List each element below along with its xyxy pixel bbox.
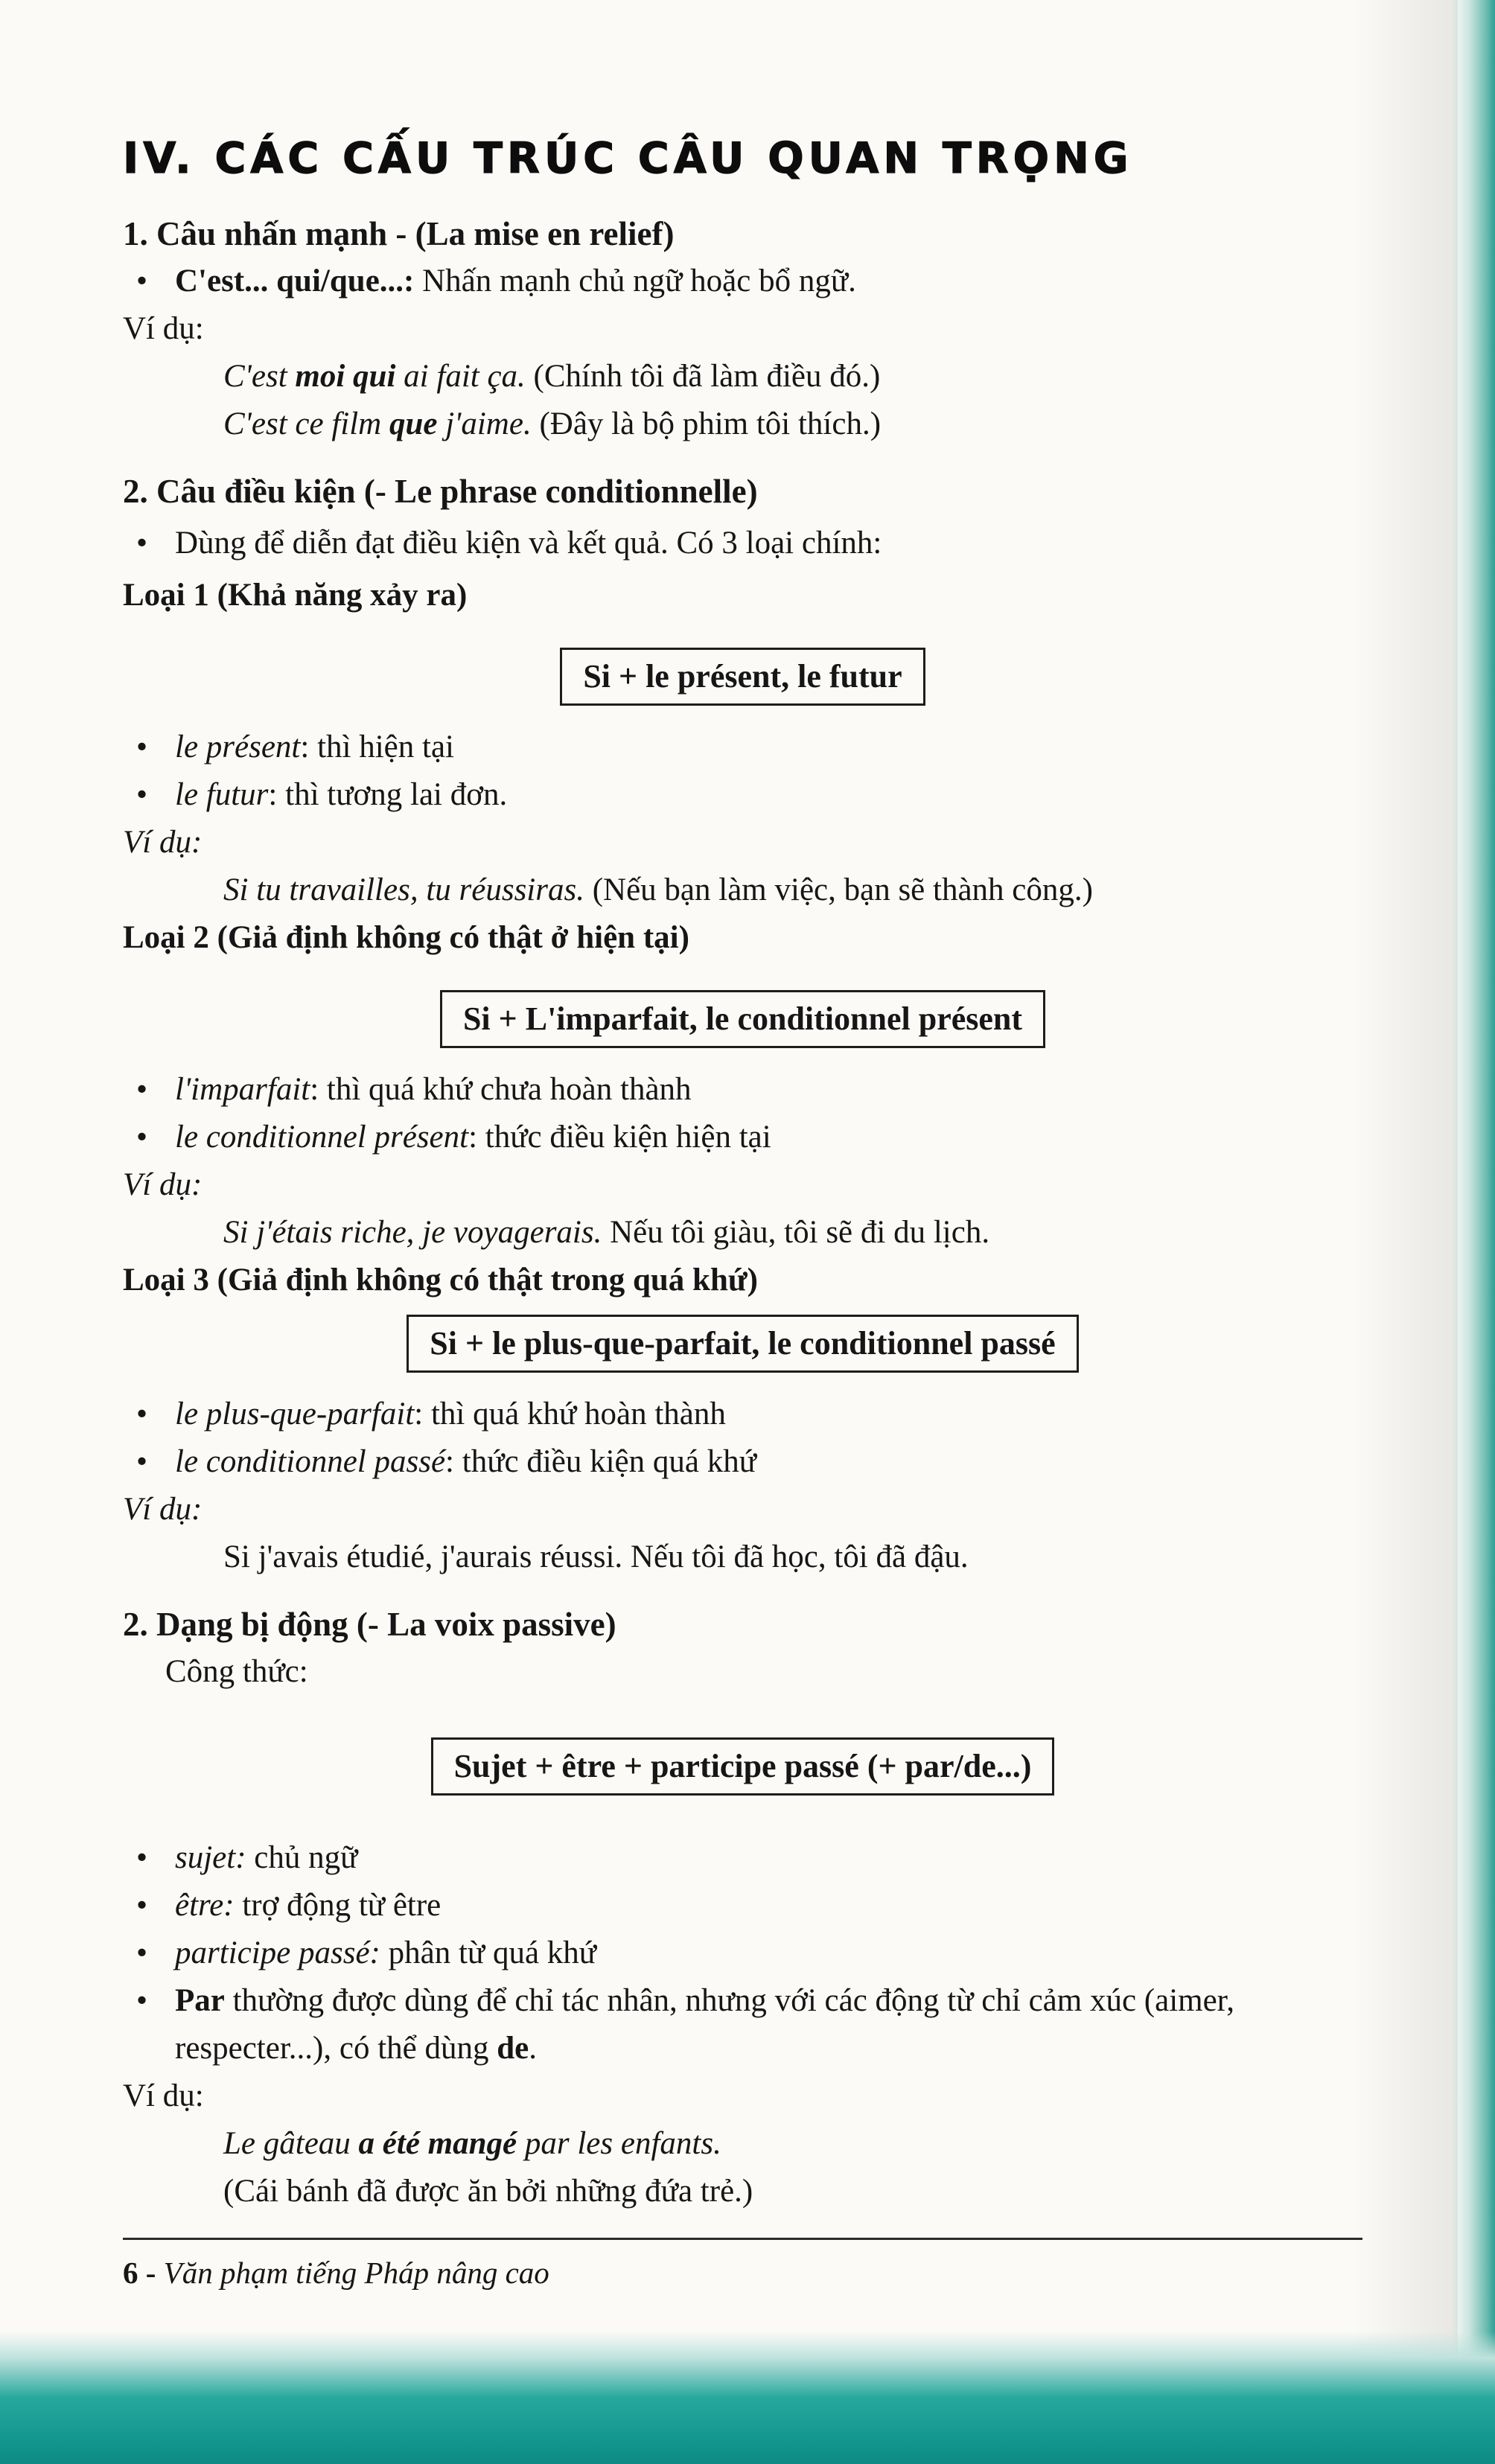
formula-box-type3: Si + le plus-que-parfait, le conditionnel passé	[407, 1315, 1078, 1373]
chapter-title: IV. CÁC CẤU TRÚC CÂU QUAN TRỌNG	[123, 134, 1133, 183]
example-line: C'est ce film que j'aime. (Đây là bộ phim tôi thích.)	[223, 406, 882, 441]
bullet-dot: •	[136, 264, 148, 299]
bottom-teal-bar	[0, 2331, 1495, 2464]
bullet-dot: •	[136, 1397, 148, 1432]
example-line: C'est moi qui ai fait ça. (Chính tôi đã làm điều đó.)	[223, 359, 881, 394]
congthuc-label: Công thức:	[165, 1654, 308, 1689]
cest-quique-desc: Nhấn mạnh chủ ngữ hoặc bổ ngữ.	[414, 264, 856, 299]
bullet-dot: •	[136, 730, 148, 765]
page-footer	[123, 2238, 1362, 2295]
type3-bullet-2: • le conditionnel passé: thức điều kiện quá khứ	[123, 1438, 1362, 1486]
bullet-dot: •	[136, 1072, 148, 1107]
formula-box-type2: Si + L'imparfait, le conditionnel présent	[440, 990, 1045, 1048]
type1-label: Loại 1 (Khả năng xảy ra)	[123, 578, 468, 613]
type2-bullet-2: • le conditionnel présent: thức điều kiện hiện tại	[123, 1114, 1362, 1161]
cest-quique-label: C'est... qui/que...:	[175, 264, 415, 299]
passive-bullet-2: • être: trợ động từ être	[123, 1882, 1362, 1930]
bullet-dot: •	[136, 1120, 148, 1155]
section2-heading: 2. Câu điều kiện (- Le phrase conditionnelle)	[123, 473, 758, 510]
bullet-dot: •	[136, 1840, 148, 1875]
vidu-label-5: Ví dụ:	[123, 2078, 204, 2113]
footer-rule	[123, 2238, 1362, 2240]
bullet-dot: •	[136, 1935, 148, 1970]
type3-bullet-1: • le plus-que-parfait: thì quá khứ hoàn thành	[123, 1391, 1362, 1438]
example-translation: (Cái bánh đã được ăn bởi những đứa trẻ.)	[223, 2174, 753, 2209]
formula-box-passive: Sujet + être + participe passé (+ par/de...)	[431, 1737, 1055, 1796]
bullet-dot: •	[136, 777, 148, 812]
passive-bullet-4: • Par thường được dùng để chỉ tác nhân, nhưng với các động từ chỉ cảm xúc (aimer, respecter...), có thể dùng de.	[123, 1977, 1362, 2072]
passive-bullet-3: • participe passé: phân từ quá khứ	[123, 1930, 1362, 1977]
bullet-dot: •	[136, 1983, 148, 2018]
passive-bullet-1: • sujet: chủ ngữ	[123, 1834, 1362, 1882]
type1-bullet-1: • le présent: thì hiện tại	[123, 724, 1362, 771]
example-line: Si j'étais riche, je voyagerais. Nếu tôi giàu, tôi sẽ đi du lịch.	[223, 1215, 990, 1250]
example-line: Le gâteau a été mangé par les enfants.	[223, 2126, 721, 2161]
type2-label: Loại 2 (Giả định không có thật ở hiện tại)	[123, 920, 689, 955]
book-title: Văn phạm tiếng Pháp nâng cao	[163, 2255, 549, 2290]
section1-heading: 1. Câu nhấn mạnh - (La mise en relief)	[123, 215, 675, 252]
section1-bullet	[123, 258, 1362, 305]
vidu-label-4: Ví dụ:	[123, 1492, 203, 1527]
vidu-label-1: Ví dụ:	[123, 311, 204, 346]
type2-bullet-1: • l'imparfait: thì quá khứ chưa hoàn thành	[123, 1066, 1362, 1114]
page-number: 6 -	[123, 2255, 164, 2290]
page-edge-gradient	[1452, 0, 1495, 2464]
bullet-dot: •	[136, 1888, 148, 1923]
example-line: Si j'avais étudié, j'aurais réussi. Nếu tôi đã học, tôi đã đậu.	[223, 1539, 969, 1574]
scan-shadow	[1354, 0, 1458, 2464]
type1-bullet-2: • le futur: thì tương lai đơn.	[123, 771, 1362, 819]
page-content	[123, 133, 1362, 2215]
vidu-label-3: Ví dụ:	[123, 1167, 203, 1202]
conditional-intro: Dùng để diễn đạt điều kiện và kết quả. Có 3 loại chính:	[175, 526, 882, 561]
bullet-dot: •	[136, 1444, 148, 1479]
vidu-label-2: Ví dụ:	[123, 825, 203, 860]
formula-box-type1: Si + le présent, le futur	[560, 648, 925, 706]
section2-bullet	[123, 520, 1362, 567]
section3-heading: 2. Dạng bị động (- La voix passive)	[123, 1606, 616, 1643]
example-line: Si tu travailles, tu réussiras. (Nếu bạn làm việc, bạn sẽ thành công.)	[223, 872, 1093, 907]
type3-label: Loại 3 (Giả định không có thật trong quá khứ)	[123, 1263, 758, 1298]
bullet-dot: •	[136, 526, 148, 561]
